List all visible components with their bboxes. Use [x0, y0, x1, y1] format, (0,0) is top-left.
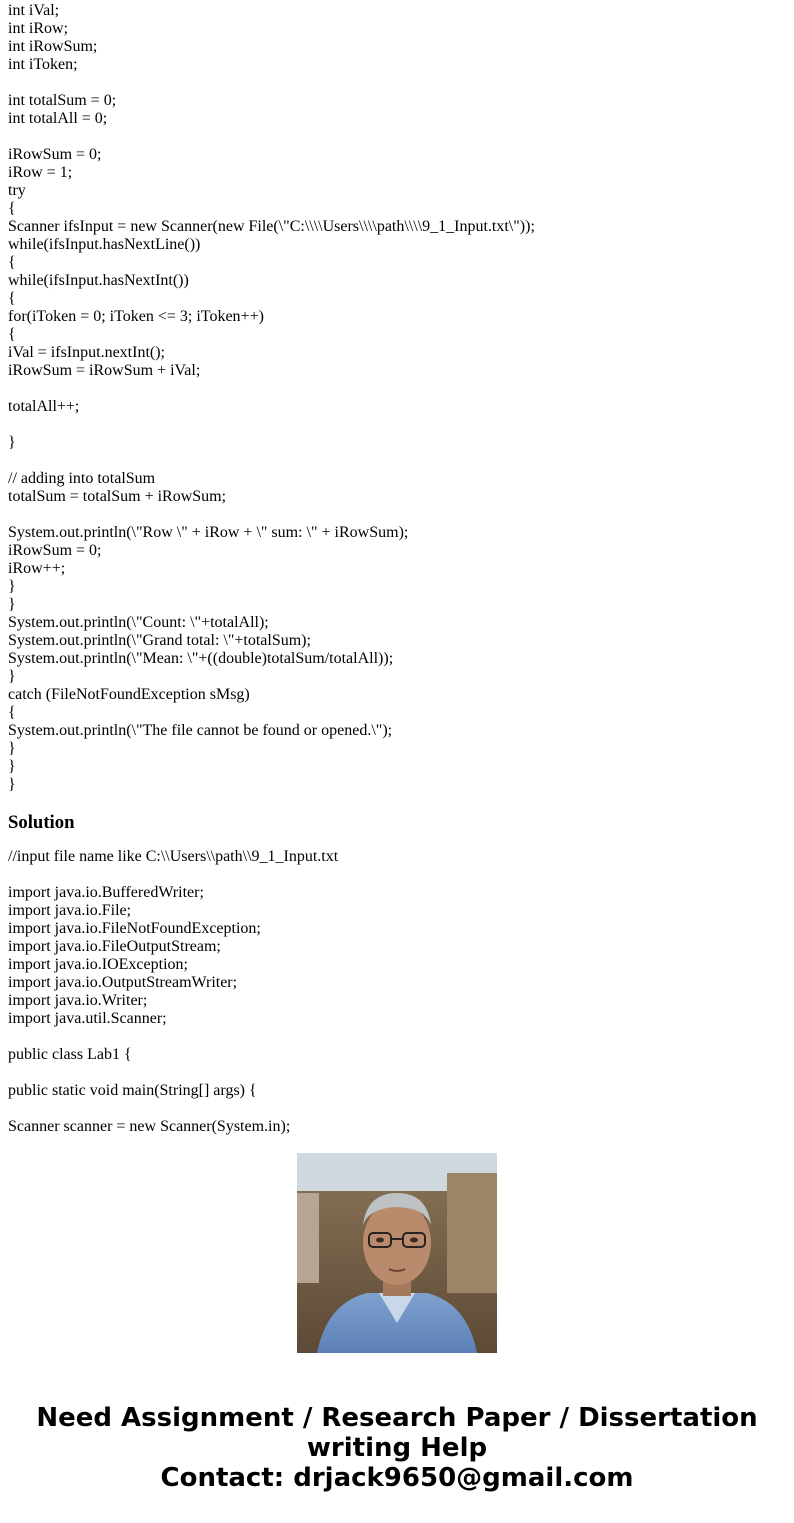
code-line: } [8, 758, 16, 775]
code-line [8, 452, 788, 470]
code-line: int totalAll = 0; [8, 110, 108, 127]
code-line: public static void main(String[] args) { [8, 1082, 257, 1099]
code-line: System.out.println(\"Count: \"+totalAll); [8, 614, 269, 631]
code-line: System.out.println(\"Row \" + iRow + \" sum: \" + iRowSum); [8, 524, 409, 541]
code-line: { [8, 704, 16, 721]
code-line: import java.util.Scanner; [8, 1010, 167, 1027]
code-line: iRow = 1; [8, 164, 73, 181]
code-listing [8, 2, 788, 794]
code-line: } [8, 434, 16, 451]
code-line: import java.io.OutputStreamWriter; [8, 974, 238, 991]
code-line [8, 128, 788, 146]
code-line: import java.io.FileNotFoundException; [8, 920, 261, 937]
code-line: import java.io.IOException; [8, 956, 188, 973]
code-line: import java.io.File; [8, 902, 132, 919]
footer-line-3: Contact: drjack9650@gmail.com [160, 1463, 634, 1493]
solution-heading: Solution [8, 812, 75, 833]
code-line: import java.io.BufferedWriter; [8, 884, 204, 901]
code-line: while(ifsInput.hasNextLine()) [8, 236, 201, 253]
code-line [8, 74, 788, 92]
portrait-image [297, 1153, 497, 1353]
document-content [8, 2, 788, 1135]
footer-contact [0, 1403, 794, 1493]
code-line: int iRow; [8, 20, 69, 37]
code-line: import java.io.Writer; [8, 992, 148, 1009]
code-line: } [8, 740, 16, 757]
code-line: try [8, 182, 26, 199]
code-line: for(iToken = 0; iToken <= 3; iToken++) [8, 308, 264, 325]
code-line: iRow++; [8, 560, 66, 577]
code-line: System.out.println(\"The file cannot be found or opened.\"); [8, 722, 393, 739]
code-line [8, 1028, 788, 1046]
footer-line-2: writing Help [306, 1433, 488, 1463]
author-photo [297, 1153, 497, 1353]
code-line: iRowSum = iRowSum + iVal; [8, 362, 201, 379]
code-line: iRowSum = 0; [8, 146, 102, 163]
code-line: { [8, 290, 16, 307]
code-line: int iRowSum; [8, 38, 98, 55]
code-line: { [8, 200, 16, 217]
footer-line-1: Need Assignment / Research Paper / Dissertation [36, 1403, 758, 1433]
code-line: public class Lab1 { [8, 1046, 132, 1063]
code-line: System.out.println(\"Grand total: \"+totalSum); [8, 632, 311, 649]
code-line: iVal = ifsInput.nextInt(); [8, 344, 165, 361]
code-line: { [8, 254, 16, 271]
code-line [8, 866, 788, 884]
code-line [8, 1064, 788, 1082]
code-line: catch (FileNotFoundException sMsg) [8, 686, 250, 703]
code-line: int totalSum = 0; [8, 92, 117, 109]
code-line: // adding into totalSum [8, 470, 156, 487]
code-line: totalAll++; [8, 398, 80, 415]
code-line: Scanner ifsInput = new Scanner(new File(\"C:\\\\Users\\\\path\\\\9_1_Input.txt\")); [8, 218, 535, 235]
code-line: while(ifsInput.hasNextInt()) [8, 272, 189, 289]
code-line: import java.io.FileOutputStream; [8, 938, 221, 955]
solution-code-listing [8, 848, 788, 1136]
code-line: } [8, 668, 16, 685]
code-line: Scanner scanner = new Scanner(System.in); [8, 1118, 291, 1135]
code-line: { [8, 326, 16, 343]
code-line: iRowSum = 0; [8, 542, 102, 559]
code-line: } [8, 596, 16, 613]
code-line [8, 506, 788, 524]
code-line [8, 416, 788, 434]
code-line: } [8, 776, 16, 793]
code-line [8, 1100, 788, 1118]
code-line: int iToken; [8, 56, 78, 73]
code-line: totalSum = totalSum + iRowSum; [8, 488, 227, 505]
code-line: System.out.println(\"Mean: \"+((double)totalSum/totalAll)); [8, 650, 394, 667]
code-line: } [8, 578, 16, 595]
code-line: int iVal; [8, 2, 60, 19]
code-line: //input file name like C:\\Users\\path\\9_1_Input.txt [8, 848, 339, 865]
code-line [8, 380, 788, 398]
